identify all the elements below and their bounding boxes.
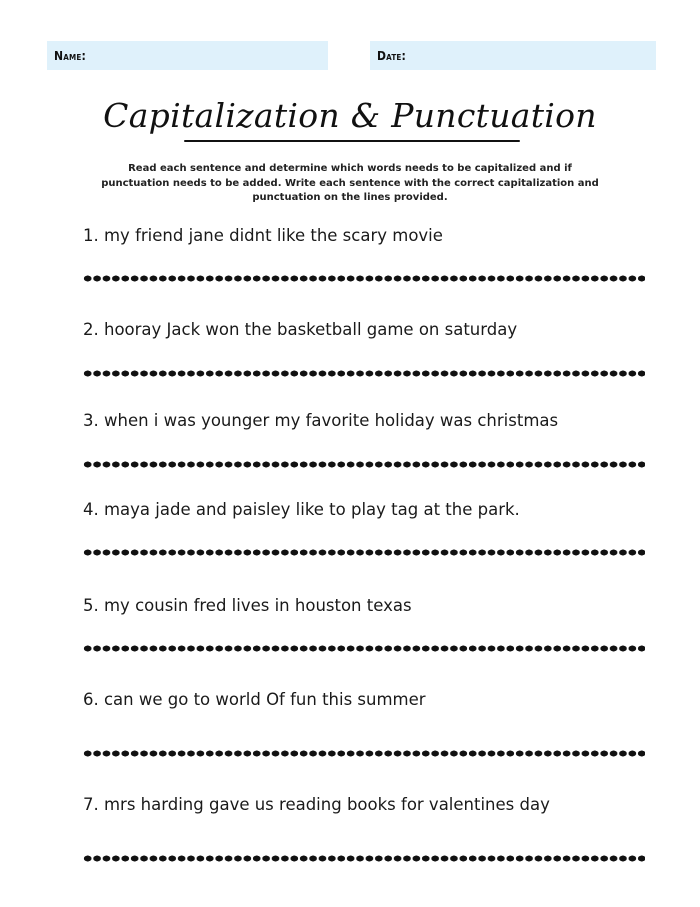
- date-label: Date:: [377, 48, 407, 63]
- answer-line-4[interactable]: [83, 549, 645, 556]
- question-7: 7. mrs harding gave us reading books for valentines day: [83, 795, 550, 814]
- title-underline: [184, 140, 520, 142]
- question-1: 1. my friend jane didnt like the scary movie: [83, 226, 443, 245]
- question-4: 4. maya jade and paisley like to play tag at the park.: [83, 500, 520, 519]
- answer-line-1[interactable]: [83, 275, 645, 282]
- answer-line-7[interactable]: [83, 855, 645, 862]
- answer-line-6[interactable]: [83, 750, 645, 757]
- name-field[interactable]: [47, 41, 328, 70]
- answer-line-2[interactable]: [83, 370, 645, 377]
- question-6: 6. can we go to world Of fun this summer: [83, 690, 426, 709]
- question-2: 2. hooray Jack won the basketball game on saturday: [83, 320, 518, 339]
- question-5: 5. my cousin fred lives in houston texas: [83, 596, 412, 615]
- date-field[interactable]: [370, 41, 656, 70]
- instructions-text: Read each sentence and determine which words needs to be capitalized and if punctuation needs to be added. Write each sentence with the correct capitalization and punctuation on the lines provided.: [101, 163, 599, 203]
- answer-line-5[interactable]: [83, 645, 645, 652]
- question-3: 3. when i was younger my favorite holiday was christmas: [83, 411, 559, 430]
- name-label: Name:: [54, 48, 87, 63]
- worksheet-title: Capitalization & Punctuation: [103, 96, 597, 135]
- answer-line-3[interactable]: [83, 461, 645, 468]
